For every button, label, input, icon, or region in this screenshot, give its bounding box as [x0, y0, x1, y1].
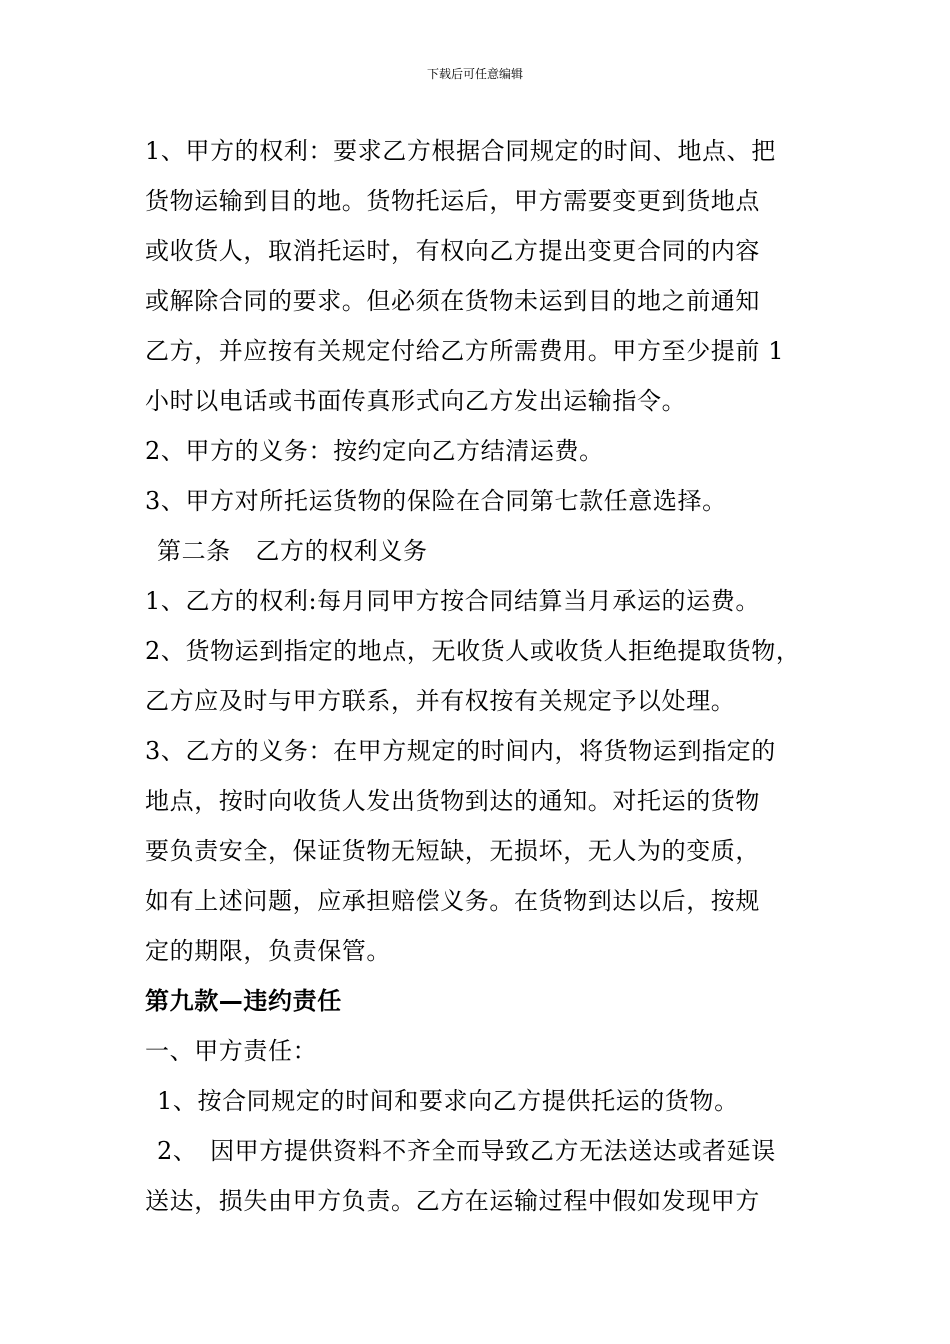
paragraph-line: 乙方，并应按有关规定付给乙方所需费用。甲方至少提前 1: [145, 337, 785, 365]
paragraph-line: 如有上述问题，应承担赔偿义务。在货物到达以后，按规: [145, 887, 760, 915]
document-body: [145, 126, 835, 1226]
page-header: 下载后可任意编辑: [426, 67, 523, 81]
paragraph-line: 送达，损失由甲方负责。乙方在运输过程中假如发现甲方: [145, 1187, 760, 1215]
paragraph-line: 2、货物运到指定的地点，无收货人或收货人拒绝提取货物，: [145, 637, 801, 665]
subsection-heading: 一、甲方责任：: [145, 1037, 318, 1065]
section-heading: 第二条 乙方的权利义务: [157, 537, 428, 565]
paragraph-line: 3、甲方对所托运货物的保险在合同第七款任意选择。: [145, 487, 727, 515]
paragraph-line: 1、乙方的权利:每月同甲方按合同结算当月承运的运费。: [145, 587, 760, 615]
paragraph-line: 要负责安全，保证货物无短缺，无损坏，无人为的变质，: [145, 837, 760, 865]
chapter-heading: 第九款—违约责任: [145, 987, 342, 1015]
paragraph-line: 地点，按时向收货人发出货物到达的通知。对托运的货物: [145, 787, 760, 815]
paragraph-line: 2、 因甲方提供资料不齐全而导致乙方无法送达或者延误: [157, 1137, 776, 1165]
paragraph-line: 3、乙方的义务：在甲方规定的时间内，将货物运到指定的: [145, 737, 776, 765]
paragraph-line: 或收货人，取消托运时，有权向乙方提出变更合同的内容: [145, 237, 760, 265]
paragraph-line: 1、甲方的权利：要求乙方根据合同规定的时间、地点、把: [145, 137, 776, 165]
paragraph-line: 货物运输到目的地。货物托运后，甲方需要变更到货地点: [145, 187, 760, 215]
paragraph-line: 2、甲方的义务：按约定向乙方结清运费。: [145, 437, 604, 465]
paragraph-line: 定的期限，负责保管。: [145, 937, 391, 965]
paragraph-line: 1、按合同规定的时间和要求向乙方提供托运的货物。: [157, 1087, 739, 1115]
paragraph-line: 小时以电话或书面传真形式向乙方发出运输指令。: [145, 387, 687, 415]
paragraph-line: 或解除合同的要求。但必须在货物未运到目的地之前通知: [145, 287, 760, 315]
paragraph-line: 乙方应及时与甲方联系，并有权按有关规定予以处理。: [145, 687, 736, 715]
